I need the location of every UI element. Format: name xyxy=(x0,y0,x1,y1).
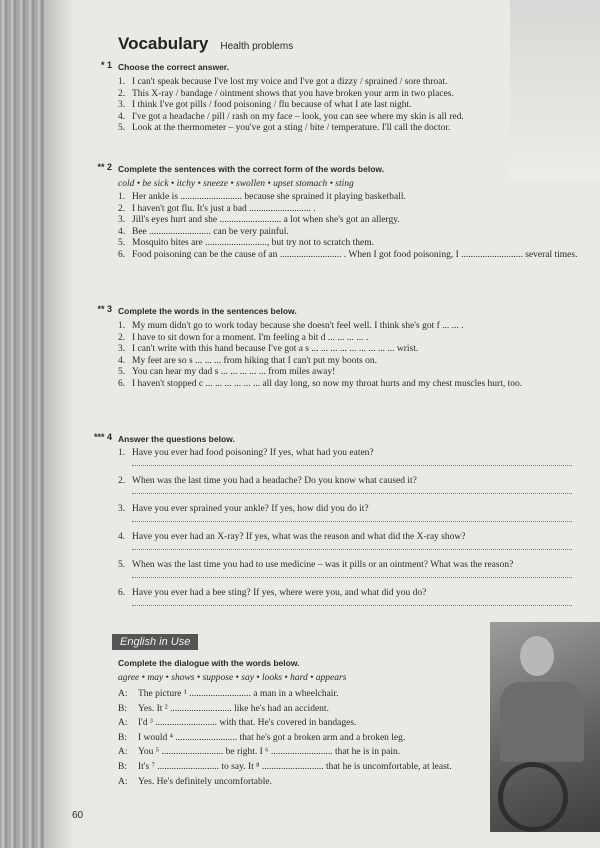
answer-line[interactable] xyxy=(132,605,572,606)
dialogue-line: A: The picture ¹ .......................... a man in a wheelchair. xyxy=(118,689,339,699)
list-item: 2. I haven't got flu. It's just a bad .......................... . xyxy=(118,203,316,214)
list-item: 5. You can hear my dad s ... ... ... ... ... from miles away! xyxy=(118,367,336,378)
exercise-3-stars: ** 3 xyxy=(97,304,112,314)
dialogue-instruction: Complete the dialogue with the words below. xyxy=(118,658,300,668)
answer-line[interactable] xyxy=(132,521,572,522)
exercise-2-stars: ** 2 xyxy=(97,162,112,172)
exercise-4-instruction: Answer the questions below. xyxy=(118,434,235,444)
exercise-1-instruction: Choose the correct answer. xyxy=(118,62,230,72)
exercise-2-instruction: Complete the sentences with the correct form of the words below. xyxy=(118,164,385,174)
section-title xyxy=(118,34,293,54)
exercise-3 xyxy=(97,304,523,391)
exercise-1-stars: * 1 xyxy=(100,60,112,70)
list-item: 5. Look at the thermometer – you've got a sting / bite / temperature. I'll call the doctor. xyxy=(118,123,451,134)
list-item: 4. Bee .......................... can be very painful. xyxy=(118,226,289,237)
question-item: 3. Have you ever sprained your ankle? If yes, how did you do it? xyxy=(118,504,572,532)
dialogue-line: B: I would ⁴ .......................... that he's got a broken arm and a broken leg. xyxy=(118,732,406,743)
list-item: 5. Mosquito bites are .........................., but try not to scratch them. xyxy=(118,238,374,249)
dialogue xyxy=(118,687,452,789)
list-item: 4. My feet are so s ... ... ... from hiking that I can't put my boots on. xyxy=(118,355,377,366)
dialogue-line: A: You ⁵ .......................... be right. I ⁶ .......................... that he is in pain. xyxy=(118,747,401,758)
answer-line[interactable] xyxy=(132,465,572,466)
dialogue-line: A: Yes. He's definitely uncomfortable. xyxy=(118,776,272,787)
answer-line[interactable] xyxy=(132,549,572,550)
page-title: Vocabulary xyxy=(118,34,209,53)
list-item: 6. Food poisoning can be the cause of an .......................... . When I got food poisoning, I .......................... several times. xyxy=(118,249,578,260)
list-item: 3. Jill's eyes hurt and she .......................... a lot when she's got an allergy. xyxy=(118,215,400,226)
workbook-page xyxy=(72,0,600,848)
question-item: 6. Have you ever had a bee sting? If yes, where were you, and what did you do? xyxy=(118,588,572,616)
exercise-3-instruction: Complete the words in the sentences below. xyxy=(118,306,297,316)
page-subtitle: Health problems xyxy=(220,41,294,52)
answer-line[interactable] xyxy=(132,493,572,494)
english-in-use-section xyxy=(112,632,452,789)
answer-line[interactable] xyxy=(132,577,572,578)
word-bank: cold • be sick • itchy • sneeze • swollen • upset stomach • sting xyxy=(118,179,354,189)
list-item: 6. I haven't stopped c ... ... ... ... ... ... all day long, so now my throat hurts and my chest muscles hurt, too. xyxy=(118,378,523,389)
exercise-3-heading xyxy=(97,304,522,316)
question-item: 4. Have you ever had an X-ray? If yes, what was the reason and what did the X-ray show? xyxy=(118,532,572,560)
page-number: 60 xyxy=(72,810,84,821)
book-spine-shadow xyxy=(0,0,44,848)
exercise-1-heading xyxy=(100,60,464,72)
question-item: 5. When was the last time you had to use medicine – was it pills or an ointment? What was the reason? xyxy=(118,560,572,588)
exercise-2 xyxy=(97,162,578,262)
dialogue-line: B: It's ⁷ .......................... to say. It ⁸ .......................... that he is uncomfortable, at least. xyxy=(118,761,452,772)
list-item: 4. I've got a headache / pill / rash on my face – look, you can see where my skin is all red. xyxy=(118,111,464,122)
english-in-use-tab: English in Use xyxy=(112,634,198,650)
photo-head-shape xyxy=(520,636,554,676)
list-item: 1. I can't speak because I've lost my voice and I've got a dizzy / sprained / sore throat. xyxy=(118,77,448,87)
list-item: 3. I think I've got pills / food poisoning / flu because of what I ate last night. xyxy=(118,100,412,111)
exercise-4 xyxy=(93,432,572,616)
list-item: 1. Her ankle is .......................... because she sprained it playing basketball. xyxy=(118,192,406,202)
word-bank: agree • may • shows • suppose • say • looks • hard • appears xyxy=(118,673,347,683)
book-gutter xyxy=(44,0,72,848)
dialogue-line: A: I'd ³ .......................... with that. He's covered in bandages. xyxy=(118,718,357,729)
photo-wheel-shape xyxy=(498,762,568,832)
list-item: 2. This X-ray / bandage / ointment shows that you have broken your arm in two places. xyxy=(118,88,454,99)
list-item: 1. My mum didn't go to work today because she doesn't feel well. I think she's got f ... ... . xyxy=(118,321,464,331)
question-item: 1. Have you ever had food poisoning? If yes, what had you eaten? xyxy=(118,448,572,476)
exercise-4-heading xyxy=(93,432,572,444)
dialogue-line: B: Yes. It ² .......................... like he's had an accident. xyxy=(118,703,329,714)
photo-body-shape xyxy=(500,682,584,762)
list-item: 2. I have to sit down for a moment. I'm feeling a bit d ... ... ... ... . xyxy=(118,332,369,343)
exercise-1 xyxy=(100,60,464,135)
exercise-2-heading xyxy=(97,162,577,174)
question-item: 2. When was the last time you had a headache? Do you know what caused it? xyxy=(118,476,572,504)
wheelchair-man-photo xyxy=(490,622,600,832)
list-item: 3. I can't write with this hand because I've got a s ... ... ... ... ... ... ... ... ... wrist. xyxy=(118,344,419,355)
exercise-4-stars: *** 4 xyxy=(93,432,112,442)
